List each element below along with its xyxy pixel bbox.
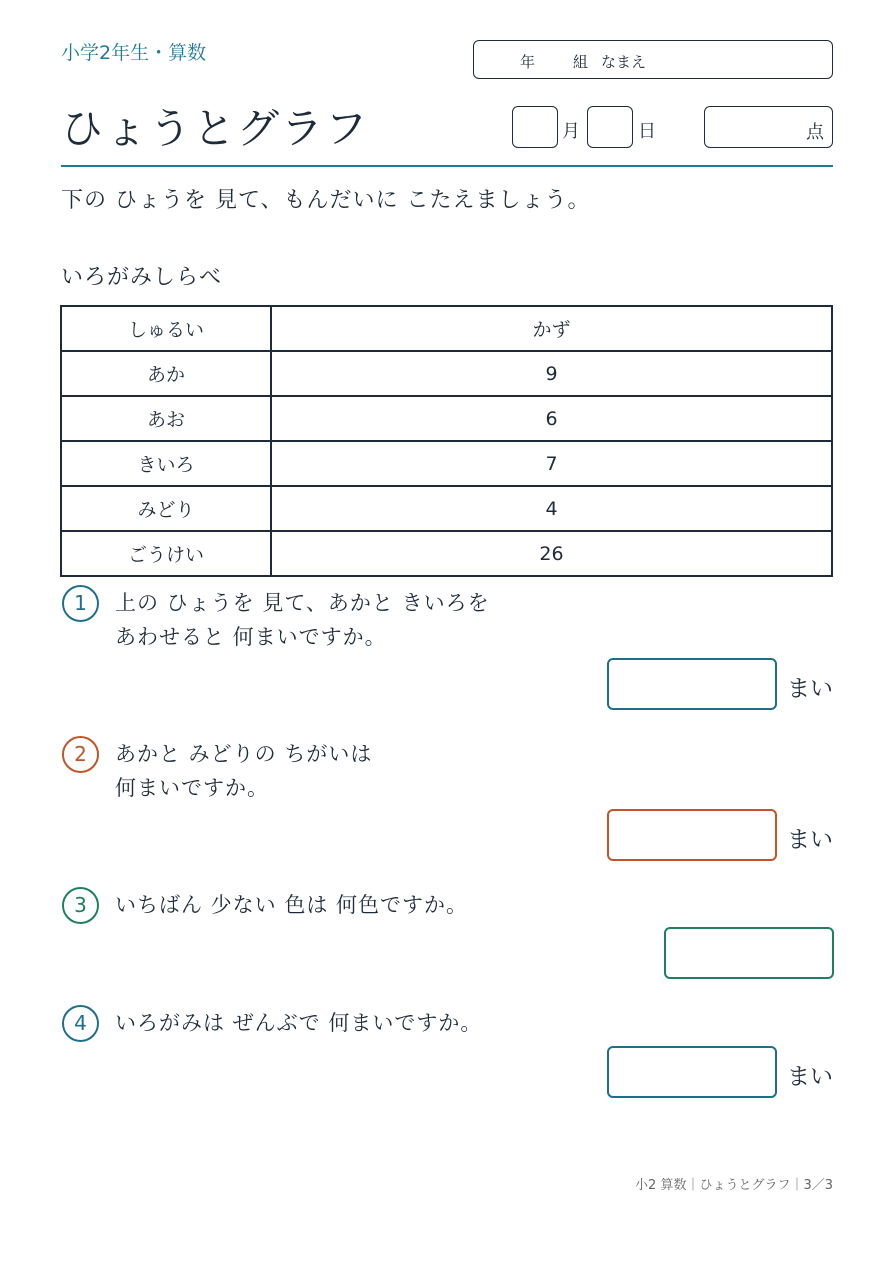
row-count: 7 xyxy=(271,441,832,486)
question-2-number: 2 xyxy=(62,736,99,773)
month-label: 月 xyxy=(562,121,580,142)
question-3-number: 3 xyxy=(62,887,99,924)
question-4-answer-box[interactable] xyxy=(607,1046,777,1098)
row-kind: あか xyxy=(61,351,271,396)
table-row xyxy=(61,351,832,396)
table-row xyxy=(61,441,832,486)
header-count: かず xyxy=(271,306,832,351)
question-1-number: 1 xyxy=(62,585,99,622)
question-1-line-2: あわせると 何まいですか。 xyxy=(115,625,387,649)
instruction-text: 下の ひょうを 見て、もんだいに こたえましょう。 xyxy=(61,188,591,213)
question-1-line-1: 上の ひょうを 見て、あかと きいろを xyxy=(115,591,490,615)
row-kind: みどり xyxy=(61,486,271,531)
page-footer: 小2 算数｜ひょうとグラフ｜3／3 xyxy=(635,1178,833,1193)
question-1-answer-box[interactable] xyxy=(607,658,777,710)
year-label: 年 xyxy=(520,53,536,71)
question-3-answer-box[interactable] xyxy=(664,927,834,979)
row-count: 6 xyxy=(271,396,832,441)
question-2-answer-box[interactable] xyxy=(607,809,777,861)
question-2-line-1: あかと みどりの ちがいは xyxy=(115,742,373,766)
row-count: 9 xyxy=(271,351,832,396)
question-4-unit: まい xyxy=(787,1064,833,1090)
row-kind: あお xyxy=(61,396,271,441)
day-label: 日 xyxy=(638,121,656,142)
question-2-line-2: 何まいですか。 xyxy=(115,776,269,800)
question-4-line-1: いろがみは ぜんぶで 何まいですか。 xyxy=(115,1011,483,1035)
table-row xyxy=(61,486,832,531)
row-kind: きいろ xyxy=(61,441,271,486)
row-count: 26 xyxy=(271,531,832,576)
table-row xyxy=(61,396,832,441)
name-label: なまえ xyxy=(601,53,647,71)
score-label: 点 xyxy=(806,122,824,143)
header-divider xyxy=(61,165,833,167)
class-label: 組 xyxy=(573,53,589,71)
row-kind: ごうけい xyxy=(61,531,271,576)
grade-label: 小学2年生・算数 xyxy=(61,42,207,64)
name-field[interactable] xyxy=(473,40,833,79)
table-header-row xyxy=(61,306,832,351)
question-2-unit: まい xyxy=(787,827,833,853)
question-3-line-1: いちばん 少ない 色は 何色ですか。 xyxy=(115,893,469,917)
score-box[interactable] xyxy=(704,106,833,148)
day-box[interactable] xyxy=(587,106,633,148)
table-title: いろがみしらべ xyxy=(61,265,223,290)
question-1-unit: まい xyxy=(787,676,833,702)
header-kind: しゅるい xyxy=(61,306,271,351)
row-count: 4 xyxy=(271,486,832,531)
question-4-number: 4 xyxy=(62,1005,99,1042)
data-table xyxy=(60,305,833,577)
page-title: ひょうとグラフ xyxy=(61,104,370,153)
month-box[interactable] xyxy=(512,106,558,148)
table-row-total xyxy=(61,531,832,576)
